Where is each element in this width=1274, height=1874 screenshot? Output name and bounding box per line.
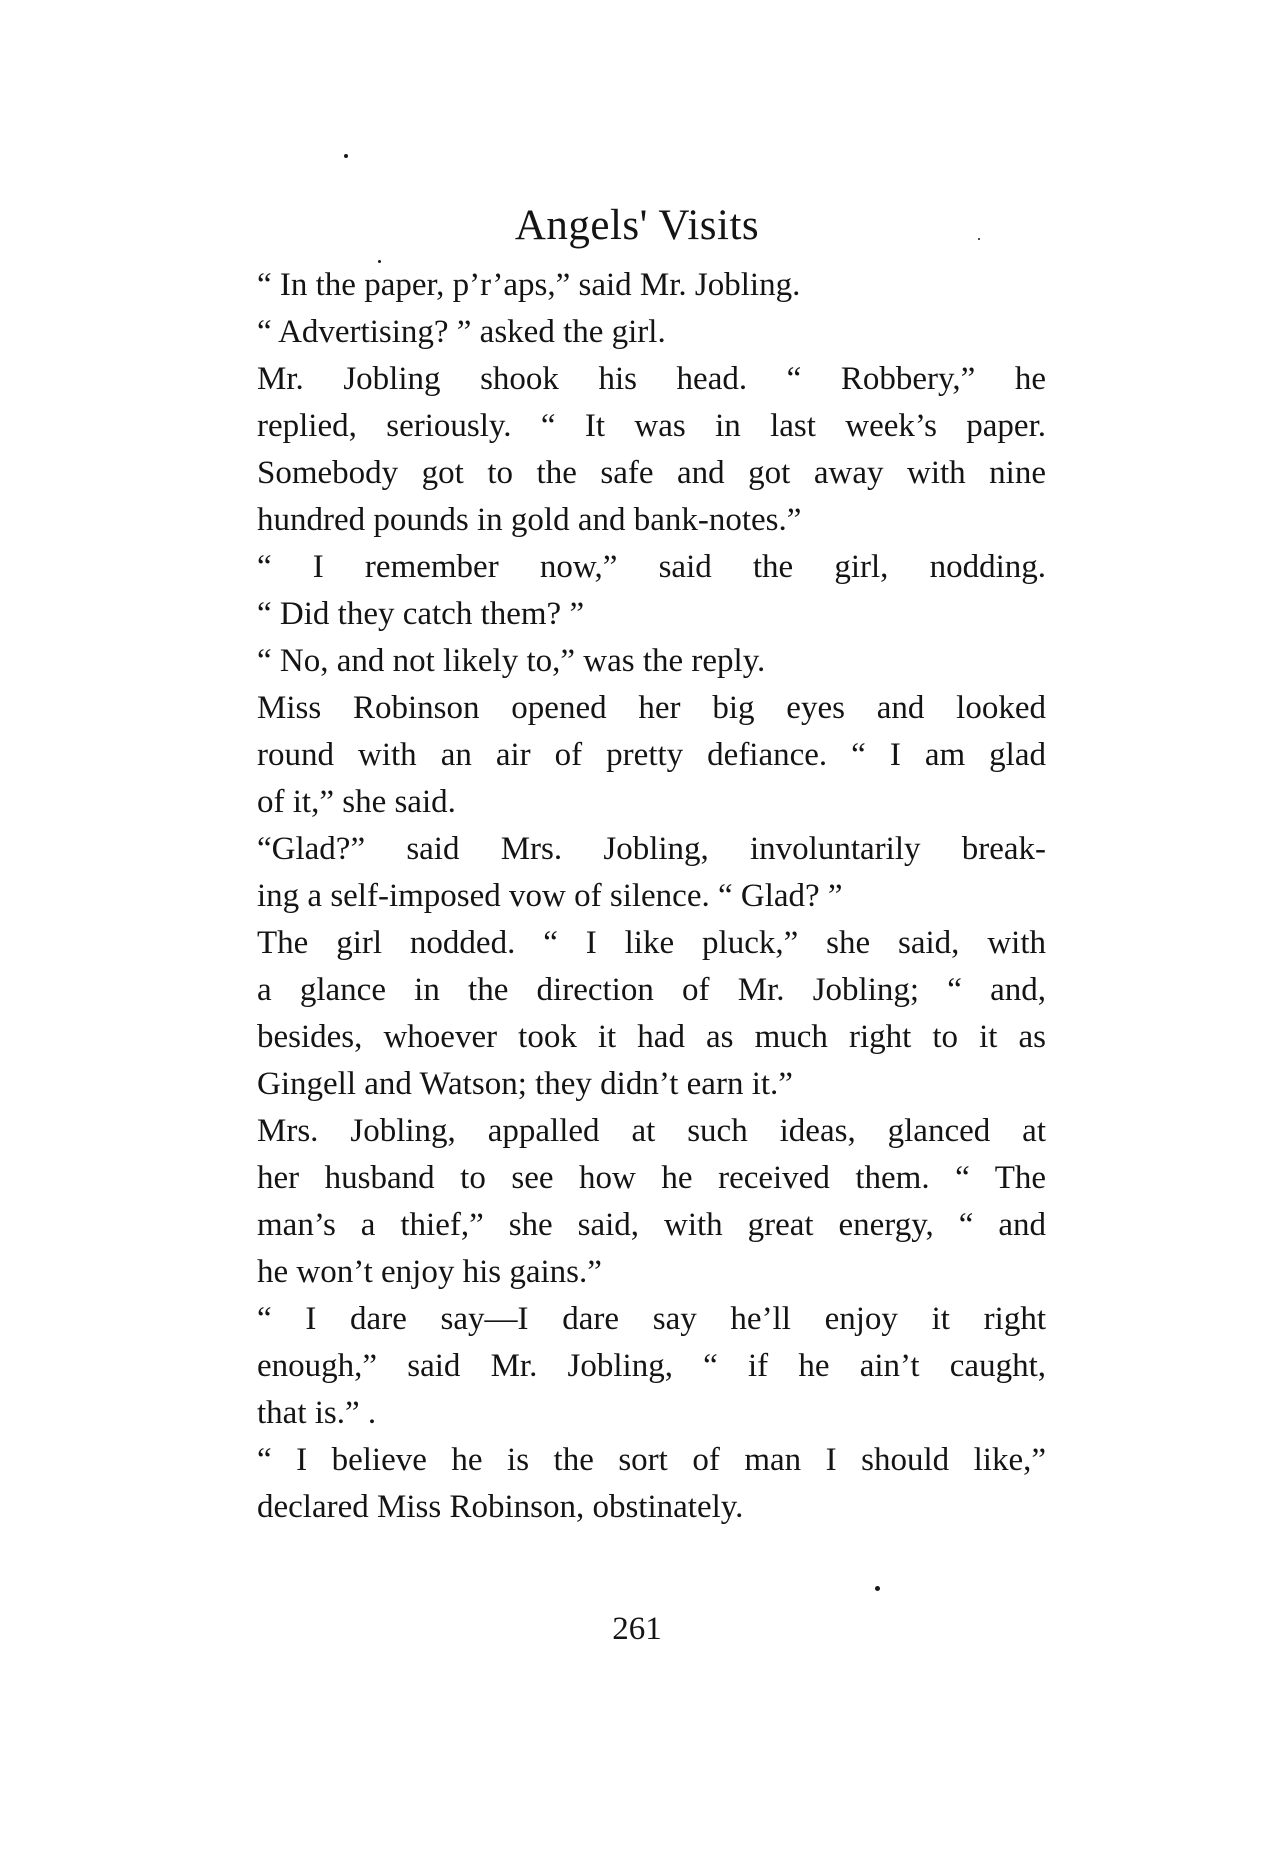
text-line: “ I remember now,” said the girl, nodding. <box>257 549 1046 585</box>
text-line: declared Miss Robinson, obstinately. <box>257 1489 744 1525</box>
text-line: Somebody got to the safe and got away with nine <box>257 455 1046 491</box>
paragraph <box>219 262 1046 309</box>
text-line: Mr. Jobling shook his head. “ Robbery,” he <box>257 361 1046 397</box>
text-line: Miss Robinson opened her big eyes and looked <box>257 690 1046 726</box>
page-number: 261 <box>612 1611 662 1647</box>
text-line: The girl nodded. “ I like pluck,” she said, with <box>257 925 1046 961</box>
text-line: “ I dare say—I dare say he’ll enjoy it right <box>257 1301 1046 1337</box>
text-line: Gingell and Watson; they didn’t earn it.” <box>257 1066 793 1102</box>
print-speck <box>978 238 980 240</box>
paragraph <box>219 1296 1046 1437</box>
text-line: “Glad?” said Mrs. Jobling, involuntarily break- <box>257 831 1046 867</box>
paragraph <box>219 1108 1046 1296</box>
print-speck <box>378 260 381 263</box>
text-line: “ Did they catch them? ” <box>257 596 585 632</box>
text-line: “ No, and not likely to,” was the reply. <box>257 643 766 679</box>
paragraph <box>219 356 1046 544</box>
text-line: a glance in the direction of Mr. Jobling; “ and, <box>257 972 1046 1008</box>
text-line: man’s a thief,” she said, with great energy, “ and <box>257 1207 1046 1243</box>
text-line: “ I believe he is the sort of man I should like,” <box>257 1442 1046 1478</box>
text-line: that is.” . <box>257 1395 377 1431</box>
paragraph <box>219 685 1046 826</box>
text-line: ing a self-imposed vow of silence. “ Glad? ” <box>257 878 843 914</box>
body-text <box>219 262 1046 1531</box>
text-line: “ Advertising? ” asked the girl. <box>257 314 666 350</box>
text-line: her husband to see how he received them. “ The <box>257 1160 1046 1196</box>
text-line: replied, seriously. “ It was in last week’s paper. <box>257 408 1046 444</box>
running-head: Angels' Visits <box>514 202 760 249</box>
text-line: round with an air of pretty defiance. “ I am glad <box>257 737 1046 773</box>
text-line: he won’t enjoy his gains.” <box>257 1254 602 1290</box>
text-line: besides, whoever took it had as much right to it as <box>257 1019 1046 1055</box>
paragraph <box>219 309 1046 356</box>
text-line: Mrs. Jobling, appalled at such ideas, glanced at <box>257 1113 1046 1149</box>
paragraph <box>219 638 1046 685</box>
paragraph <box>219 544 1046 638</box>
text-line: “ In the paper, p’r’aps,” said Mr. Jobling. <box>257 267 801 303</box>
text-line: hundred pounds in gold and bank-notes.” <box>257 502 802 538</box>
text-line: enough,” said Mr. Jobling, “ if he ain’t caught, <box>257 1348 1046 1384</box>
paragraph <box>219 920 1046 1108</box>
paragraph <box>219 1437 1046 1531</box>
paragraph <box>219 826 1046 920</box>
print-speck <box>344 154 348 158</box>
print-speck <box>875 1586 880 1591</box>
text-line: of it,” she said. <box>257 784 456 820</box>
